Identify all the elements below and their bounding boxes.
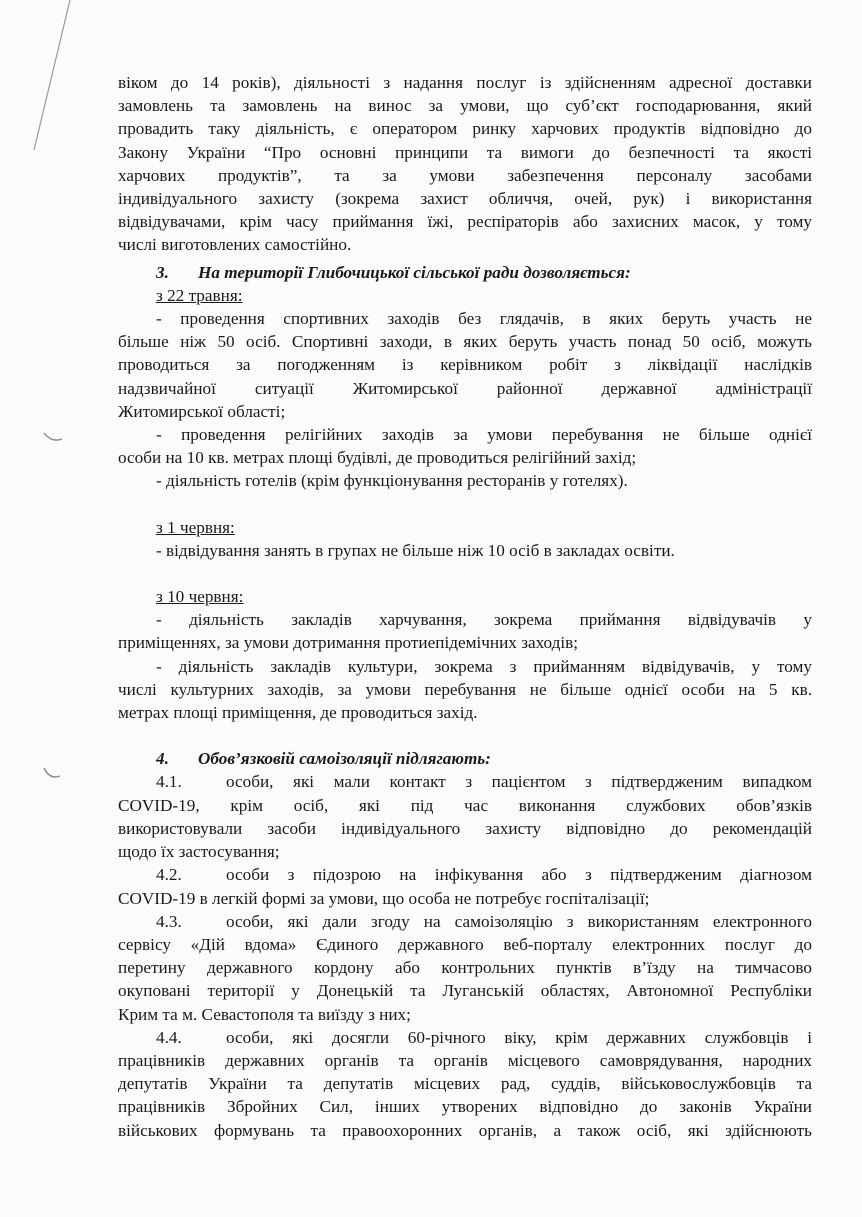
text-line: більше ніж 50 осіб. Спортивні заходи, в яких беруть участь понад 50 осіб, можуть bbox=[118, 332, 812, 352]
text-line: щодо їх застосування; bbox=[118, 842, 280, 862]
section-3-heading bbox=[118, 261, 812, 284]
text-line: числі культурних заходів, за умови перебування не більше однієї особи на 5 кв. bbox=[118, 679, 812, 699]
section-number: 4. bbox=[156, 749, 169, 769]
text-line: - діяльність закладів культури, зокрема з прийманням відвідувачів, у тому bbox=[156, 656, 812, 676]
section-4-heading bbox=[118, 747, 812, 770]
text-line: Житомирської області; bbox=[118, 401, 286, 421]
text-line: - проведення спортивних заходів без глядачів, в яких беруть участь не bbox=[156, 309, 812, 329]
text-line: проводиться за погодженням із керівником робіт з ліквідації наслідків bbox=[118, 355, 812, 375]
text-line: COVID-19 в легкій формі за умови, що особа не потребує госпіталізації; bbox=[118, 888, 650, 908]
date-label: з 1 червня: bbox=[156, 517, 235, 537]
text-line: використовували засоби індивідуального захисту відповідно до рекомендацій bbox=[118, 818, 812, 838]
text-line: Крим та м. Севастополя та виїзду з них; bbox=[118, 1004, 411, 1024]
text-line: приміщеннях, за умови дотримання протиепідемічних заходів; bbox=[118, 633, 579, 653]
text-line bbox=[118, 1026, 812, 1049]
text-line: замовлень та замовлень на винос за умови, що суб’єкт господарювання, який bbox=[118, 96, 812, 116]
item-text: особи, які досягли 60-річного віку, крім державних службовців і bbox=[226, 1027, 812, 1047]
text-line: індивідуального захисту (зокрема захист обличчя, очей, рук) і використання bbox=[118, 189, 812, 209]
text-line: - діяльність готелів (крім функціонування ресторанів у готелях). bbox=[156, 471, 628, 491]
section-title: Обов’язковій самоізоляції підлягають: bbox=[198, 749, 491, 769]
date-label: з 10 червня: bbox=[156, 587, 244, 607]
list-item bbox=[118, 1026, 812, 1142]
list-item bbox=[118, 770, 812, 863]
item-text: особи, які дали згоду на самоізоляцію з використанням електронного bbox=[226, 911, 812, 931]
section-number: 3. bbox=[156, 262, 169, 282]
text-line: COVID-19, крім осіб, які під час виконання службових обов’язків bbox=[118, 795, 812, 815]
document-page bbox=[118, 71, 812, 1142]
text-line: працівників державних органів та органів місцевого самоврядування, народних bbox=[118, 1050, 812, 1070]
text-line: - відвідування занять в групах не більше ніж 10 осіб в закладах освіти. bbox=[156, 540, 675, 560]
item-number: 4.3. bbox=[156, 911, 182, 931]
text-line: провадить таку діяльність, є оператором ринку харчових продуктів відповідно до bbox=[118, 119, 812, 139]
section-title: На території Глибочицької сільської ради дозволяється: bbox=[198, 262, 631, 282]
text-line: надзвичайної ситуації Житомирської районної державної адміністрації bbox=[118, 378, 812, 398]
list-item bbox=[118, 910, 812, 1026]
text-line: - діяльність закладів харчування, зокрема приймання відвідувачів у bbox=[156, 610, 812, 630]
text-line: перетину державного кордону або контрольних пунктів в’їзду на тимчасово bbox=[118, 958, 812, 978]
text-line: харчових продуктів”, та за умови забезпечення персоналу засобами bbox=[118, 165, 812, 185]
text-line: особи на 10 кв. метрах площі будівлі, де проводиться релігійний захід; bbox=[118, 448, 637, 468]
item-text: особи, які мали контакт з пацієнтом з підтвердженим випадком bbox=[226, 772, 812, 792]
item-number: 4.2. bbox=[156, 865, 182, 885]
text-line: Закону України “Про основні принципи та вимоги до безпечності та якості bbox=[118, 142, 812, 162]
text-line: сервісу «Дій вдома» Єдиного державного веб-порталу електронних послуг до bbox=[118, 934, 812, 954]
list-item bbox=[118, 863, 812, 909]
text-line: працівників Збройних Сил, інших утворених відповідно до законів України bbox=[118, 1097, 812, 1117]
text-line: відвідувачами, крім часу приймання їжі, респіраторів або захисних масок, у тому bbox=[118, 212, 812, 232]
text-line bbox=[118, 770, 812, 793]
text-line: військових формувань та правоохоронних органів, а також осіб, які здійснюють bbox=[118, 1120, 812, 1140]
text-line bbox=[118, 910, 812, 933]
text-line: - проведення релігійних заходів за умови перебування не більше однієї bbox=[156, 425, 812, 445]
text-line: депутатів України та депутатів місцевих рад, суддів, військовослужбовців та bbox=[118, 1074, 812, 1094]
intro-paragraph bbox=[118, 71, 812, 257]
date-label: з 22 травня: bbox=[156, 285, 243, 305]
text-line: метрах площі приміщення, де проводиться захід. bbox=[118, 703, 478, 723]
text-line: числі виготовлених самостійно. bbox=[118, 235, 352, 255]
text-line: віком до 14 років), діяльності з надання послуг із здійсненням адресної доставки bbox=[118, 73, 812, 92]
item-text: особи з підозрою на інфікування або з підтвердженим діагнозом bbox=[226, 865, 812, 885]
item-number: 4.4. bbox=[156, 1027, 182, 1047]
item-number: 4.1. bbox=[156, 772, 182, 792]
text-line bbox=[118, 863, 812, 886]
text-line: окуповані території у Донецькій та Луганській областях, Автономної Республіки bbox=[118, 981, 812, 1001]
